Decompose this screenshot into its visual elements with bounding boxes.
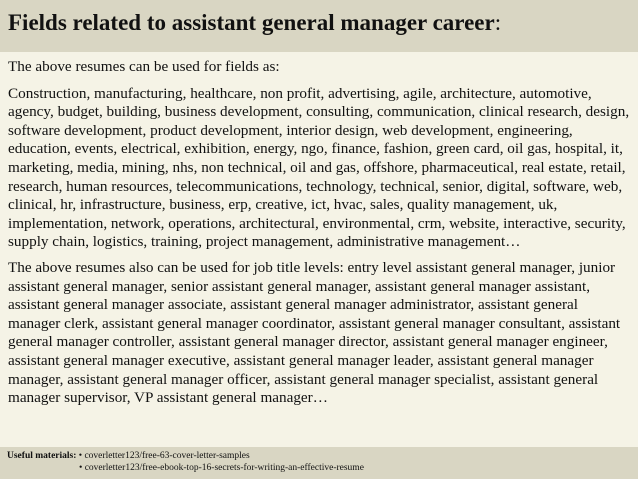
slide-title — [8, 9, 638, 37]
job-levels-list: The above resumes also can be used for job title levels: entry level assistant general manager, junior assistant general manager, senior assistant general manager, assistant general manager assistant, assistant general manager associate, assistant general manager administrator, assistant general manager clerk, assistant general manager coordinator, assistant general manager consultant, assistant general manager controller, assistant general manager director, assistant general manager engineer, assistant general manager executive, assistant general manager leader, assistant general manager manager, assistant general manager officer, assistant general manager specialist, assistant general manager supervisor, VP assistant general manager… — [8, 258, 621, 407]
slide-header — [0, 0, 638, 52]
fields-list: Construction, manufacturing, healthcare, non profit, advertising, agile, architecture, automotive, agency, budget, building, business development, consulting, communication, clinical research, design, software development, product development, interior design, web development, engineering, education, events, electrical, exhibition, energy, ngo, finance, fashion, green card, oil gas, hospital, it, marketing, media, mining, nhs, non technical, oil and gas, offshore, pharmaceutical, real estate, retail, research, human resources, telecommunications, technology, technical, senior, digital, software, web, clinical, hr, infrastructure, business, erp, creative, ict, hvac, sales, quality management, uk, implementation, network, operations, architectural, environmental, crm, website, interactive, security, supply chain, logistics, training, project management, administrative management… — [8, 84, 630, 251]
intro-text: The above resumes can be used for fields as: — [8, 58, 280, 75]
footer-second-line — [7, 462, 638, 474]
footer-link-cover-letter-samples[interactable]: • coverletter123/free-63-cover-letter-samples — [78, 451, 250, 461]
slide-title-text: Fields related to assistant general manager career — [8, 10, 495, 35]
footer-link-ebook[interactable]: • coverletter123/free-ebook-top-16-secrets-for-writing-an-effective-resume — [79, 463, 364, 473]
slide-footer — [0, 447, 638, 479]
useful-materials-label: Useful materials: — [7, 451, 77, 461]
footer-first-line — [7, 450, 638, 462]
slide-content — [8, 58, 632, 408]
slide-title-colon: : — [494, 10, 502, 35]
